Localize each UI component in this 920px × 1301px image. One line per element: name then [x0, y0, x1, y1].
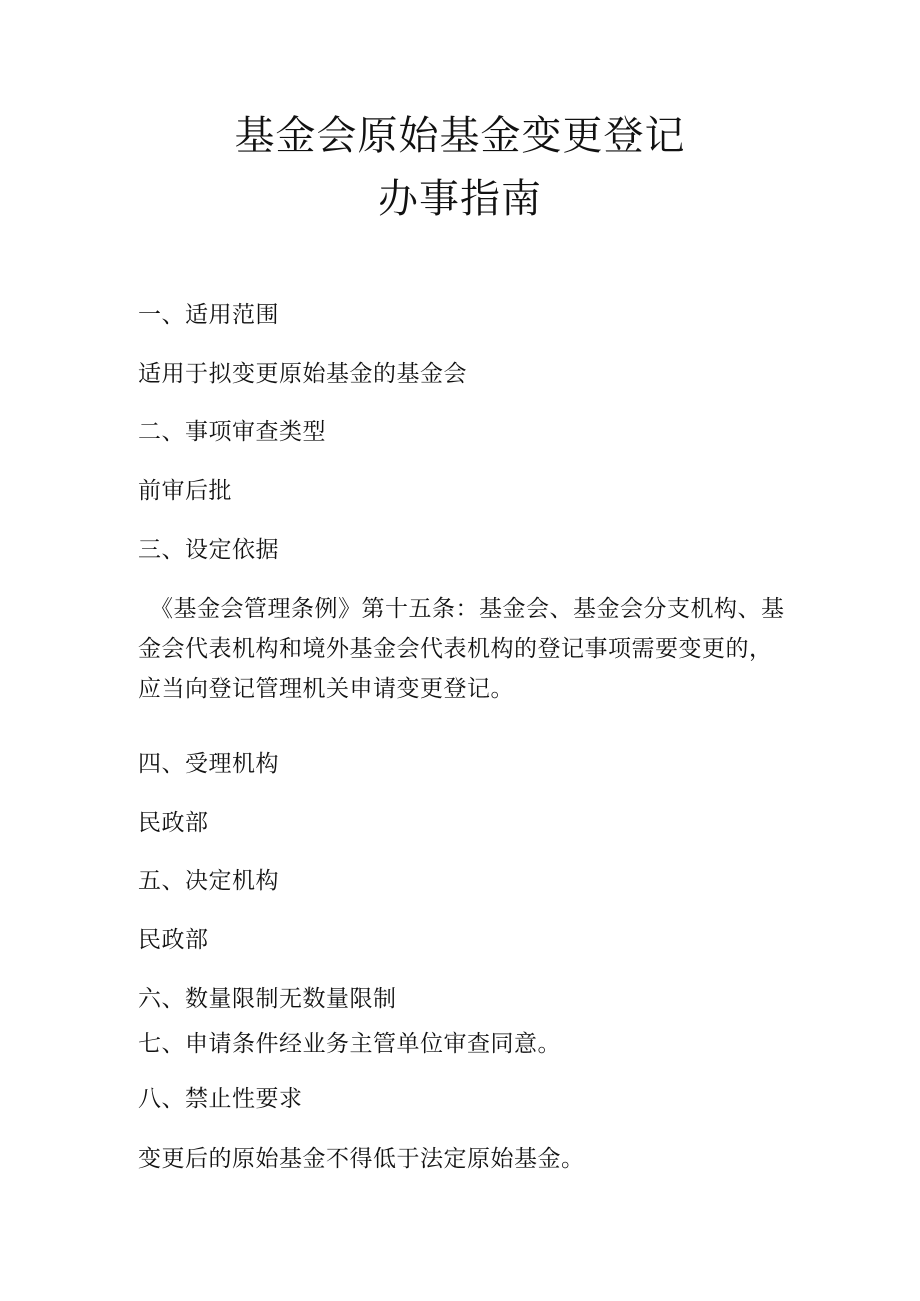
section-heading-prohibitions: 八、禁止性要求	[138, 1086, 303, 1112]
document-title-line-2: 办事指南	[378, 176, 542, 222]
section-heading-legal-basis: 三、设定依据	[138, 537, 279, 563]
section-body-legal-basis	[138, 589, 783, 709]
section-heading-deciding-agency: 五、决定机构	[138, 868, 279, 894]
section-heading-application-conditions: 七、申请条件经业务主管单位审查同意。	[138, 1031, 561, 1057]
legal-basis-line-3: 应当向登记管理机关申请变更登记。	[138, 676, 514, 702]
section-body-deciding-agency: 民政部	[138, 927, 209, 953]
legal-basis-line-1: 《基金会管理条例》第十五条：基金会、基金会分支机构、基	[150, 596, 785, 622]
section-heading-accepting-agency: 四、受理机构	[138, 751, 279, 777]
section-heading-scope: 一、适用范围	[138, 302, 279, 328]
section-body-scope: 适用于拟变更原始基金的基金会	[138, 361, 467, 387]
section-body-prohibitions: 变更后的原始基金不得低于法定原始基金。	[138, 1146, 585, 1172]
legal-basis-line-2: 金会代表机构和境外基金会代表机构的登记事项需要变更的，	[138, 636, 773, 662]
document-title-line-1: 基金会原始基金变更登记	[234, 113, 686, 159]
section-heading-review-type: 二、事项审查类型	[138, 419, 326, 445]
section-body-review-type: 前审后批	[138, 478, 232, 504]
section-body-accepting-agency: 民政部	[138, 810, 209, 836]
section-heading-quantity-limit: 六、数量限制无数量限制	[138, 986, 397, 1012]
